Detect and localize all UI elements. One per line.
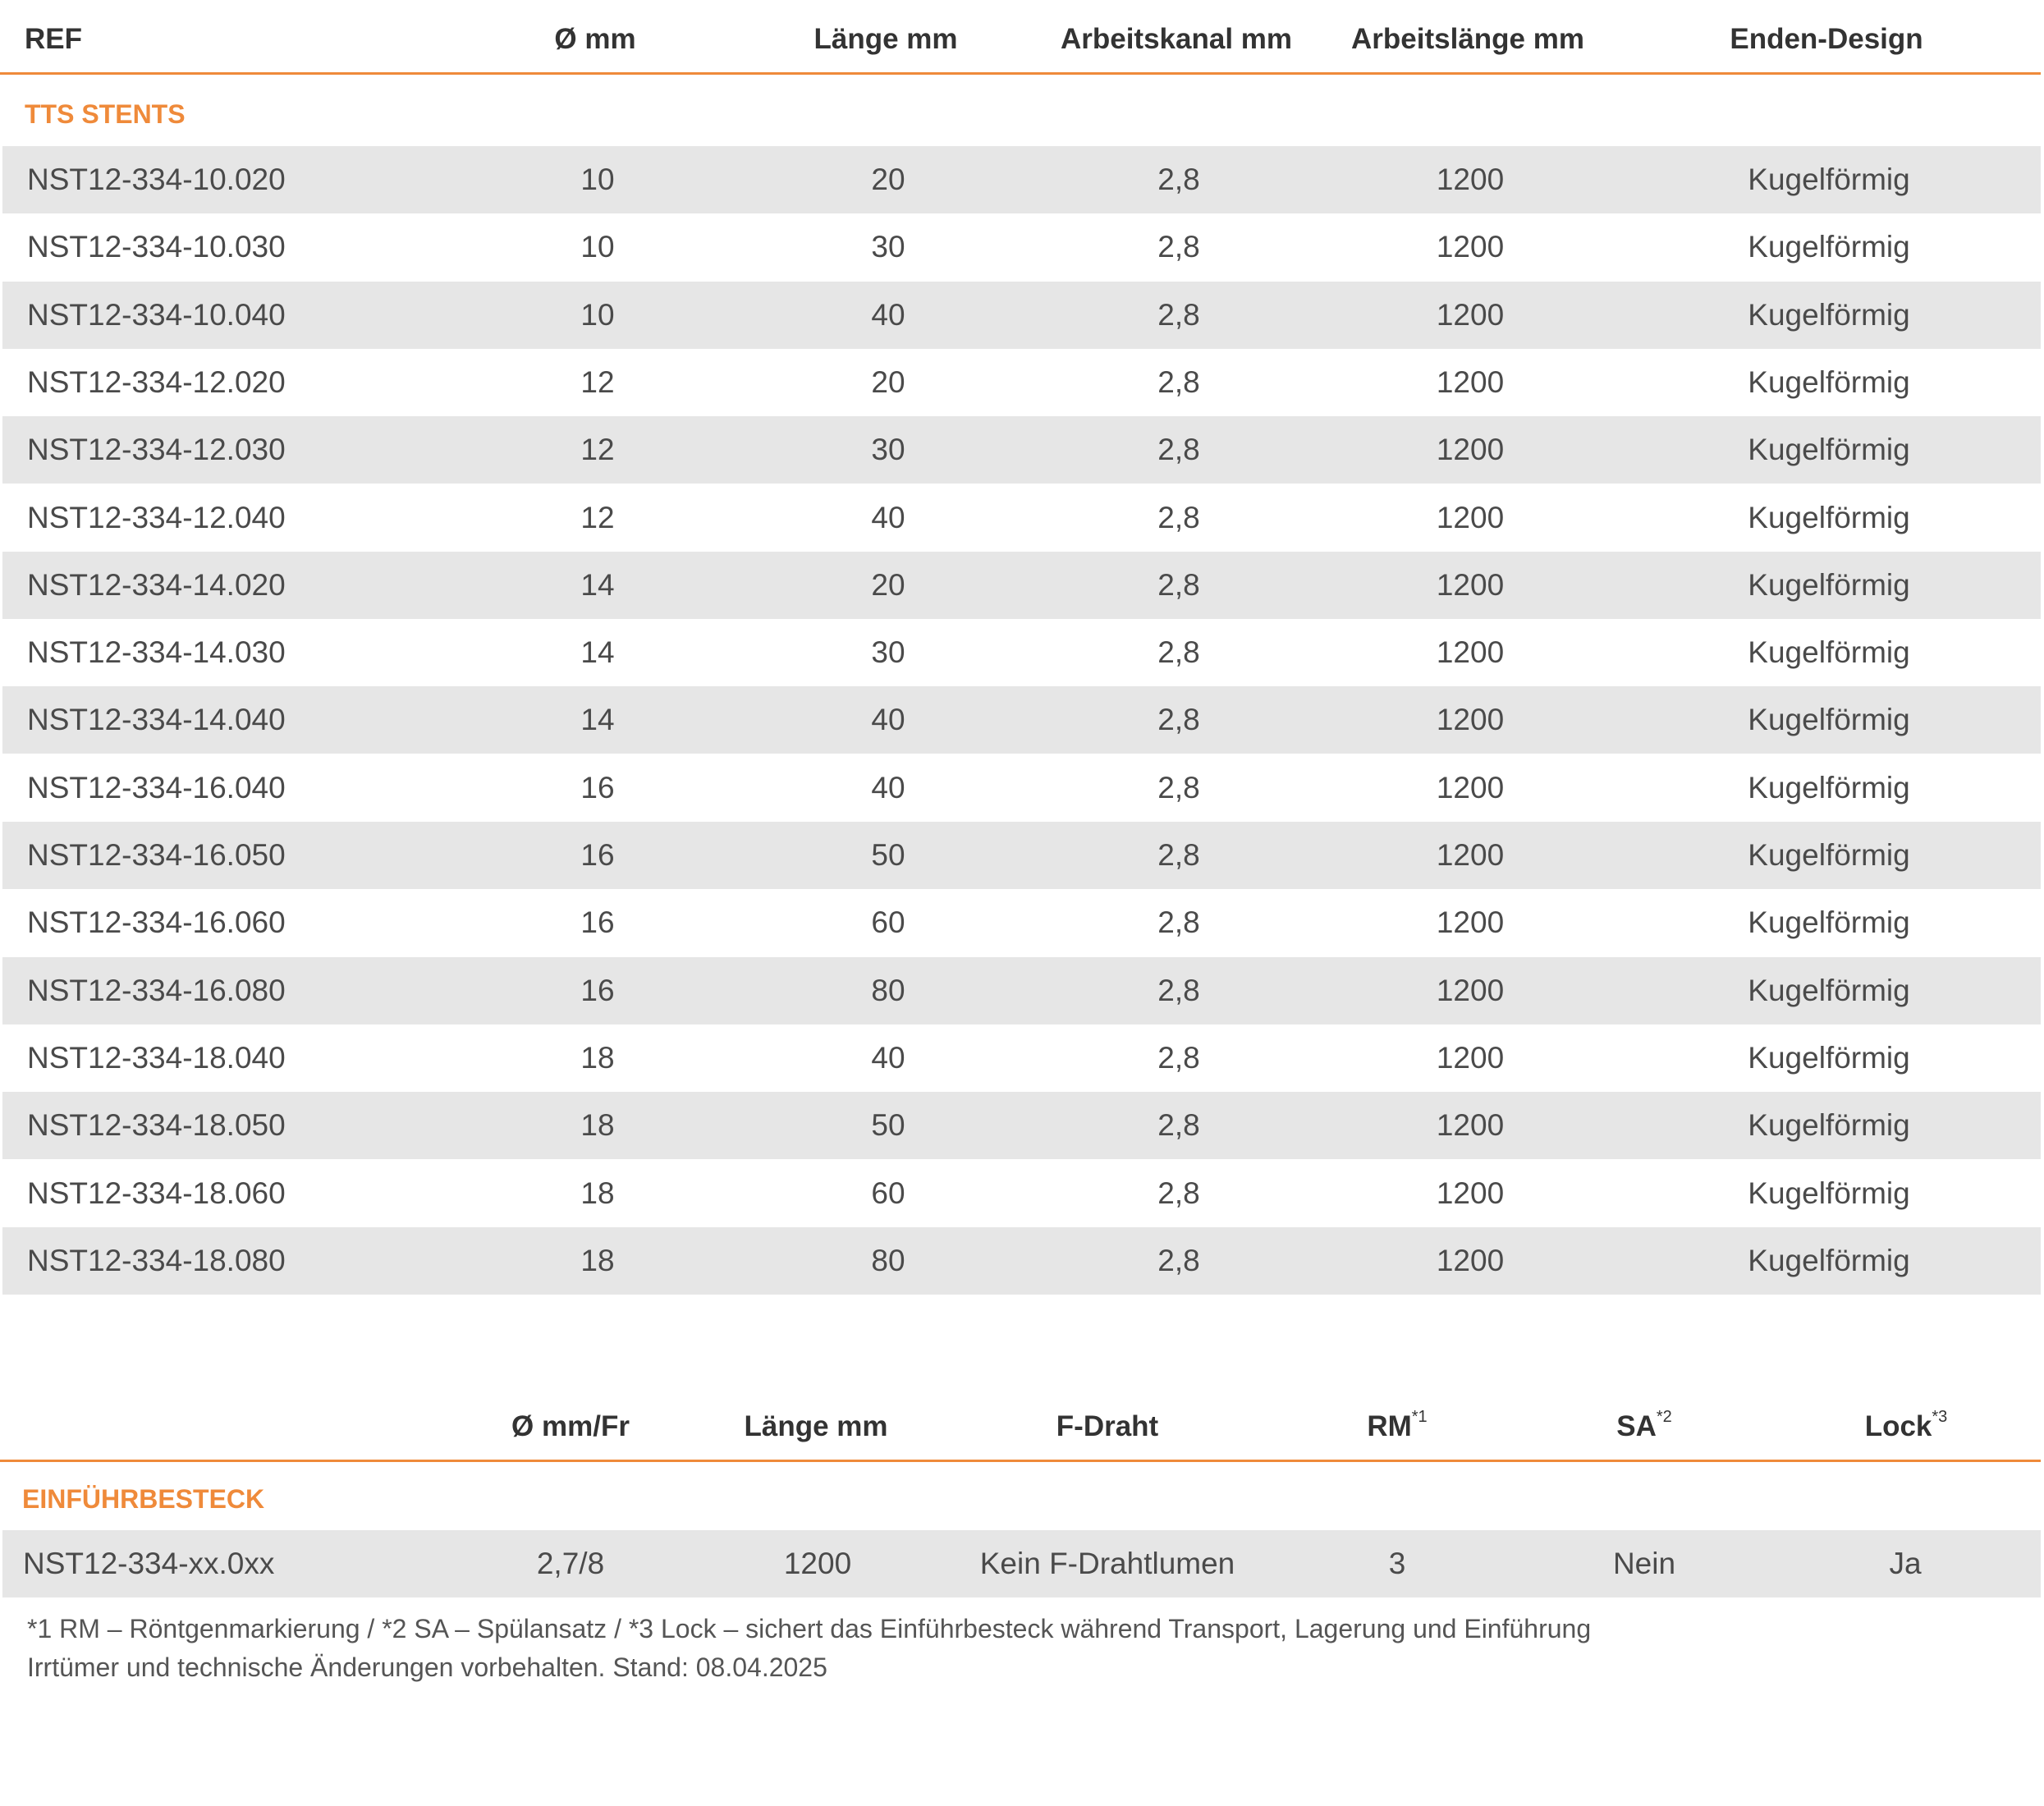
- cell-ref: NST12-334-10.040: [27, 297, 286, 332]
- cell-sa: Nein: [1612, 1547, 1676, 1580]
- table-row: [2, 349, 2041, 416]
- cell-ref: NST12-334-18.050: [27, 1108, 286, 1143]
- cell-diameter: 10: [580, 230, 615, 264]
- cell-length: 1200: [783, 1547, 852, 1580]
- cell-working-channel: 2,8: [1157, 703, 1200, 737]
- cell-working-length: 1200: [1436, 1108, 1505, 1143]
- cell-ref: NST12-334-16.040: [27, 770, 286, 804]
- cell-working-length: 1200: [1436, 770, 1505, 804]
- cell-diameter: 16: [580, 770, 615, 804]
- cell-ref: NST12-334-xx.0xx: [23, 1547, 275, 1580]
- cell-diameter: 10: [580, 297, 615, 332]
- cell-diameter: 16: [580, 905, 615, 940]
- cell-diameter: 12: [580, 433, 615, 467]
- header-sa: [1616, 1410, 1672, 1443]
- cell-length: 60: [871, 905, 905, 940]
- cell-working-length: 1200: [1436, 1243, 1505, 1277]
- cell-length: 40: [871, 703, 905, 737]
- cell-diameter-fr: 2,7/8: [536, 1547, 605, 1580]
- cell-working-channel: 2,8: [1157, 500, 1200, 534]
- cell-working-channel: 2,8: [1157, 230, 1200, 264]
- cell-end-design: Kugelförmig: [1748, 500, 1910, 534]
- cell-end-design: Kugelförmig: [1748, 230, 1910, 264]
- cell-working-channel: 2,8: [1157, 1040, 1200, 1075]
- cell-end-design: Kugelförmig: [1748, 433, 1910, 467]
- cell-diameter: 18: [580, 1108, 615, 1143]
- table-row: [2, 282, 2041, 349]
- cell-ref: NST12-334-18.080: [27, 1243, 286, 1277]
- table-row: [2, 146, 2041, 213]
- cell-length: 30: [871, 635, 905, 670]
- cell-end-design: Kugelförmig: [1748, 703, 1910, 737]
- section-label-tts-stents: TTS STENTS: [25, 99, 186, 129]
- cell-diameter: 16: [580, 973, 615, 1007]
- header-lock-footnote-mark: *3: [1932, 1408, 1948, 1427]
- cell-working-length: 1200: [1436, 163, 1505, 196]
- cell-working-channel: 2,8: [1157, 163, 1200, 196]
- cell-length: 50: [871, 1108, 905, 1143]
- cell-working-channel: 2,8: [1157, 1243, 1200, 1277]
- cell-diameter: 14: [580, 635, 615, 670]
- cell-diameter: 14: [580, 703, 615, 737]
- cell-ref: NST12-334-18.060: [27, 1176, 286, 1210]
- cell-working-channel: 2,8: [1157, 433, 1200, 467]
- cell-working-channel: 2,8: [1157, 838, 1200, 872]
- cell-length: 20: [871, 163, 905, 196]
- cell-end-design: Kugelförmig: [1748, 364, 1910, 399]
- header-lock-label: Lock: [1864, 1410, 1932, 1442]
- cell-working-channel: 2,8: [1157, 1108, 1200, 1143]
- cell-working-length: 1200: [1436, 500, 1505, 534]
- table-row: [2, 1024, 2041, 1092]
- cell-working-length: 1200: [1436, 1176, 1505, 1210]
- cell-end-design: Kugelförmig: [1748, 1176, 1910, 1210]
- cell-working-length: 1200: [1436, 973, 1505, 1007]
- cell-working-channel: 2,8: [1157, 1176, 1200, 1210]
- header-diameter: Ø mm: [554, 23, 636, 55]
- cell-guidewire: Kein F-Drahtlumen: [979, 1547, 1235, 1580]
- cell-ref: NST12-334-14.020: [27, 567, 286, 602]
- cell-end-design: Kugelförmig: [1748, 297, 1910, 332]
- header-length: Länge mm: [813, 23, 958, 55]
- cell-working-length: 1200: [1436, 838, 1505, 872]
- cell-diameter: 18: [580, 1176, 615, 1210]
- cell-diameter: 10: [580, 163, 615, 196]
- cell-working-length: 1200: [1436, 635, 1505, 670]
- header-working-channel: Arbeitskanal mm: [1060, 23, 1293, 55]
- cell-end-design: Kugelförmig: [1748, 635, 1910, 670]
- cell-diameter: 18: [580, 1040, 615, 1075]
- cell-working-length: 1200: [1436, 905, 1505, 940]
- cell-end-design: Kugelförmig: [1748, 838, 1910, 872]
- cell-working-channel: 2,8: [1157, 973, 1200, 1007]
- header-diameter-fr: Ø mm/Fr: [511, 1410, 630, 1442]
- cell-diameter: 16: [580, 838, 615, 872]
- cell-ref: NST12-334-12.030: [27, 433, 286, 467]
- cell-working-length: 1200: [1436, 297, 1505, 332]
- table-row: [2, 484, 2041, 552]
- header-ref: REF: [25, 23, 82, 55]
- header-rm-footnote-mark: *1: [1411, 1408, 1428, 1427]
- cell-length: 40: [871, 770, 905, 804]
- cell-working-channel: 2,8: [1157, 635, 1200, 670]
- cell-ref: NST12-334-14.040: [27, 703, 286, 737]
- header-length: Länge mm: [744, 1410, 888, 1442]
- header-sa-footnote-mark: *2: [1656, 1408, 1672, 1427]
- cell-working-length: 1200: [1436, 433, 1505, 467]
- cell-length: 80: [871, 1243, 905, 1277]
- cell-length: 30: [871, 433, 905, 467]
- cell-working-length: 1200: [1436, 364, 1505, 399]
- footnote-disclaimer: Irrtümer und technische Änderungen vorbehalten. Stand: 08.04.2025: [27, 1652, 827, 1682]
- cell-length: 20: [871, 364, 905, 399]
- cell-length: 40: [871, 297, 905, 332]
- cell-working-channel: 2,8: [1157, 364, 1200, 399]
- cell-lock: Ja: [1889, 1547, 1922, 1580]
- cell-length: 30: [871, 230, 905, 264]
- cell-ref: NST12-334-10.020: [27, 163, 286, 196]
- table-row: [2, 552, 2041, 619]
- cell-working-length: 1200: [1436, 230, 1505, 264]
- cell-ref: NST12-334-18.040: [27, 1040, 286, 1075]
- cell-end-design: Kugelförmig: [1748, 905, 1910, 940]
- table-row: [2, 889, 2041, 956]
- cell-ref: NST12-334-14.030: [27, 635, 286, 670]
- cell-working-channel: 2,8: [1157, 905, 1200, 940]
- header-rm-label: RM: [1367, 1410, 1412, 1442]
- cell-end-design: Kugelförmig: [1748, 1243, 1910, 1277]
- cell-end-design: Kugelförmig: [1748, 163, 1910, 196]
- stents-table-header: [0, 0, 2041, 75]
- cell-working-channel: 2,8: [1157, 770, 1200, 804]
- cell-length: 40: [871, 500, 905, 534]
- header-guidewire: F-Draht: [1056, 1410, 1159, 1442]
- table-row: [2, 213, 2041, 281]
- cell-diameter: 18: [580, 1243, 615, 1277]
- cell-ref: NST12-334-12.040: [27, 500, 286, 534]
- cell-working-length: 1200: [1436, 703, 1505, 737]
- header-lock: [1865, 1410, 1948, 1443]
- table-row: [2, 957, 2041, 1024]
- cell-rm: 3: [1388, 1547, 1406, 1580]
- cell-end-design: Kugelförmig: [1748, 1040, 1910, 1075]
- cell-ref: NST12-334-12.020: [27, 364, 286, 399]
- cell-ref: NST12-334-16.050: [27, 838, 286, 872]
- cell-diameter: 14: [580, 567, 615, 602]
- cell-working-channel: 2,8: [1157, 297, 1200, 332]
- cell-end-design: Kugelförmig: [1748, 1108, 1910, 1143]
- cell-ref: NST12-334-16.060: [27, 905, 286, 940]
- cell-length: 60: [871, 1176, 905, 1210]
- header-sa-label: SA: [1616, 1410, 1657, 1442]
- table-row: [2, 754, 2041, 822]
- section-label-delivery-system: EINFÜHRBESTECK: [22, 1484, 265, 1514]
- footnote-legend: *1 RM – Röntgenmarkierung / *2 SA – Spülansatz / *3 Lock – sichert das Einführbesteck während Transport, Lagerung und Einführung: [27, 1614, 1592, 1643]
- cell-length: 20: [871, 567, 905, 602]
- cell-working-length: 1200: [1436, 1040, 1505, 1075]
- cell-end-design: Kugelförmig: [1748, 770, 1910, 804]
- cell-length: 40: [871, 1040, 905, 1075]
- header-working-length: Arbeitslänge mm: [1351, 23, 1584, 55]
- header-rm: [1367, 1410, 1427, 1443]
- cell-ref: NST12-334-10.030: [27, 230, 286, 264]
- cell-end-design: Kugelförmig: [1748, 567, 1910, 602]
- cell-length: 50: [871, 838, 905, 872]
- cell-diameter: 12: [580, 500, 615, 534]
- table-row: [2, 416, 2041, 484]
- cell-ref: NST12-334-16.080: [27, 973, 286, 1007]
- cell-length: 80: [871, 973, 905, 1007]
- table-row: [2, 1227, 2041, 1295]
- cell-working-channel: 2,8: [1157, 567, 1200, 602]
- table-row: [2, 686, 2041, 754]
- header-end-design: Enden-Design: [1730, 23, 1923, 55]
- table-row: [2, 619, 2041, 686]
- cell-working-length: 1200: [1436, 567, 1505, 602]
- table-row: [2, 822, 2041, 889]
- table-row: [2, 1160, 2041, 1227]
- cell-end-design: Kugelförmig: [1748, 973, 1910, 1007]
- table-row: [2, 1092, 2041, 1159]
- cell-diameter: 12: [580, 364, 615, 399]
- delivery-table-header: [0, 1387, 2041, 1462]
- delivery-table-row: [2, 1530, 2041, 1597]
